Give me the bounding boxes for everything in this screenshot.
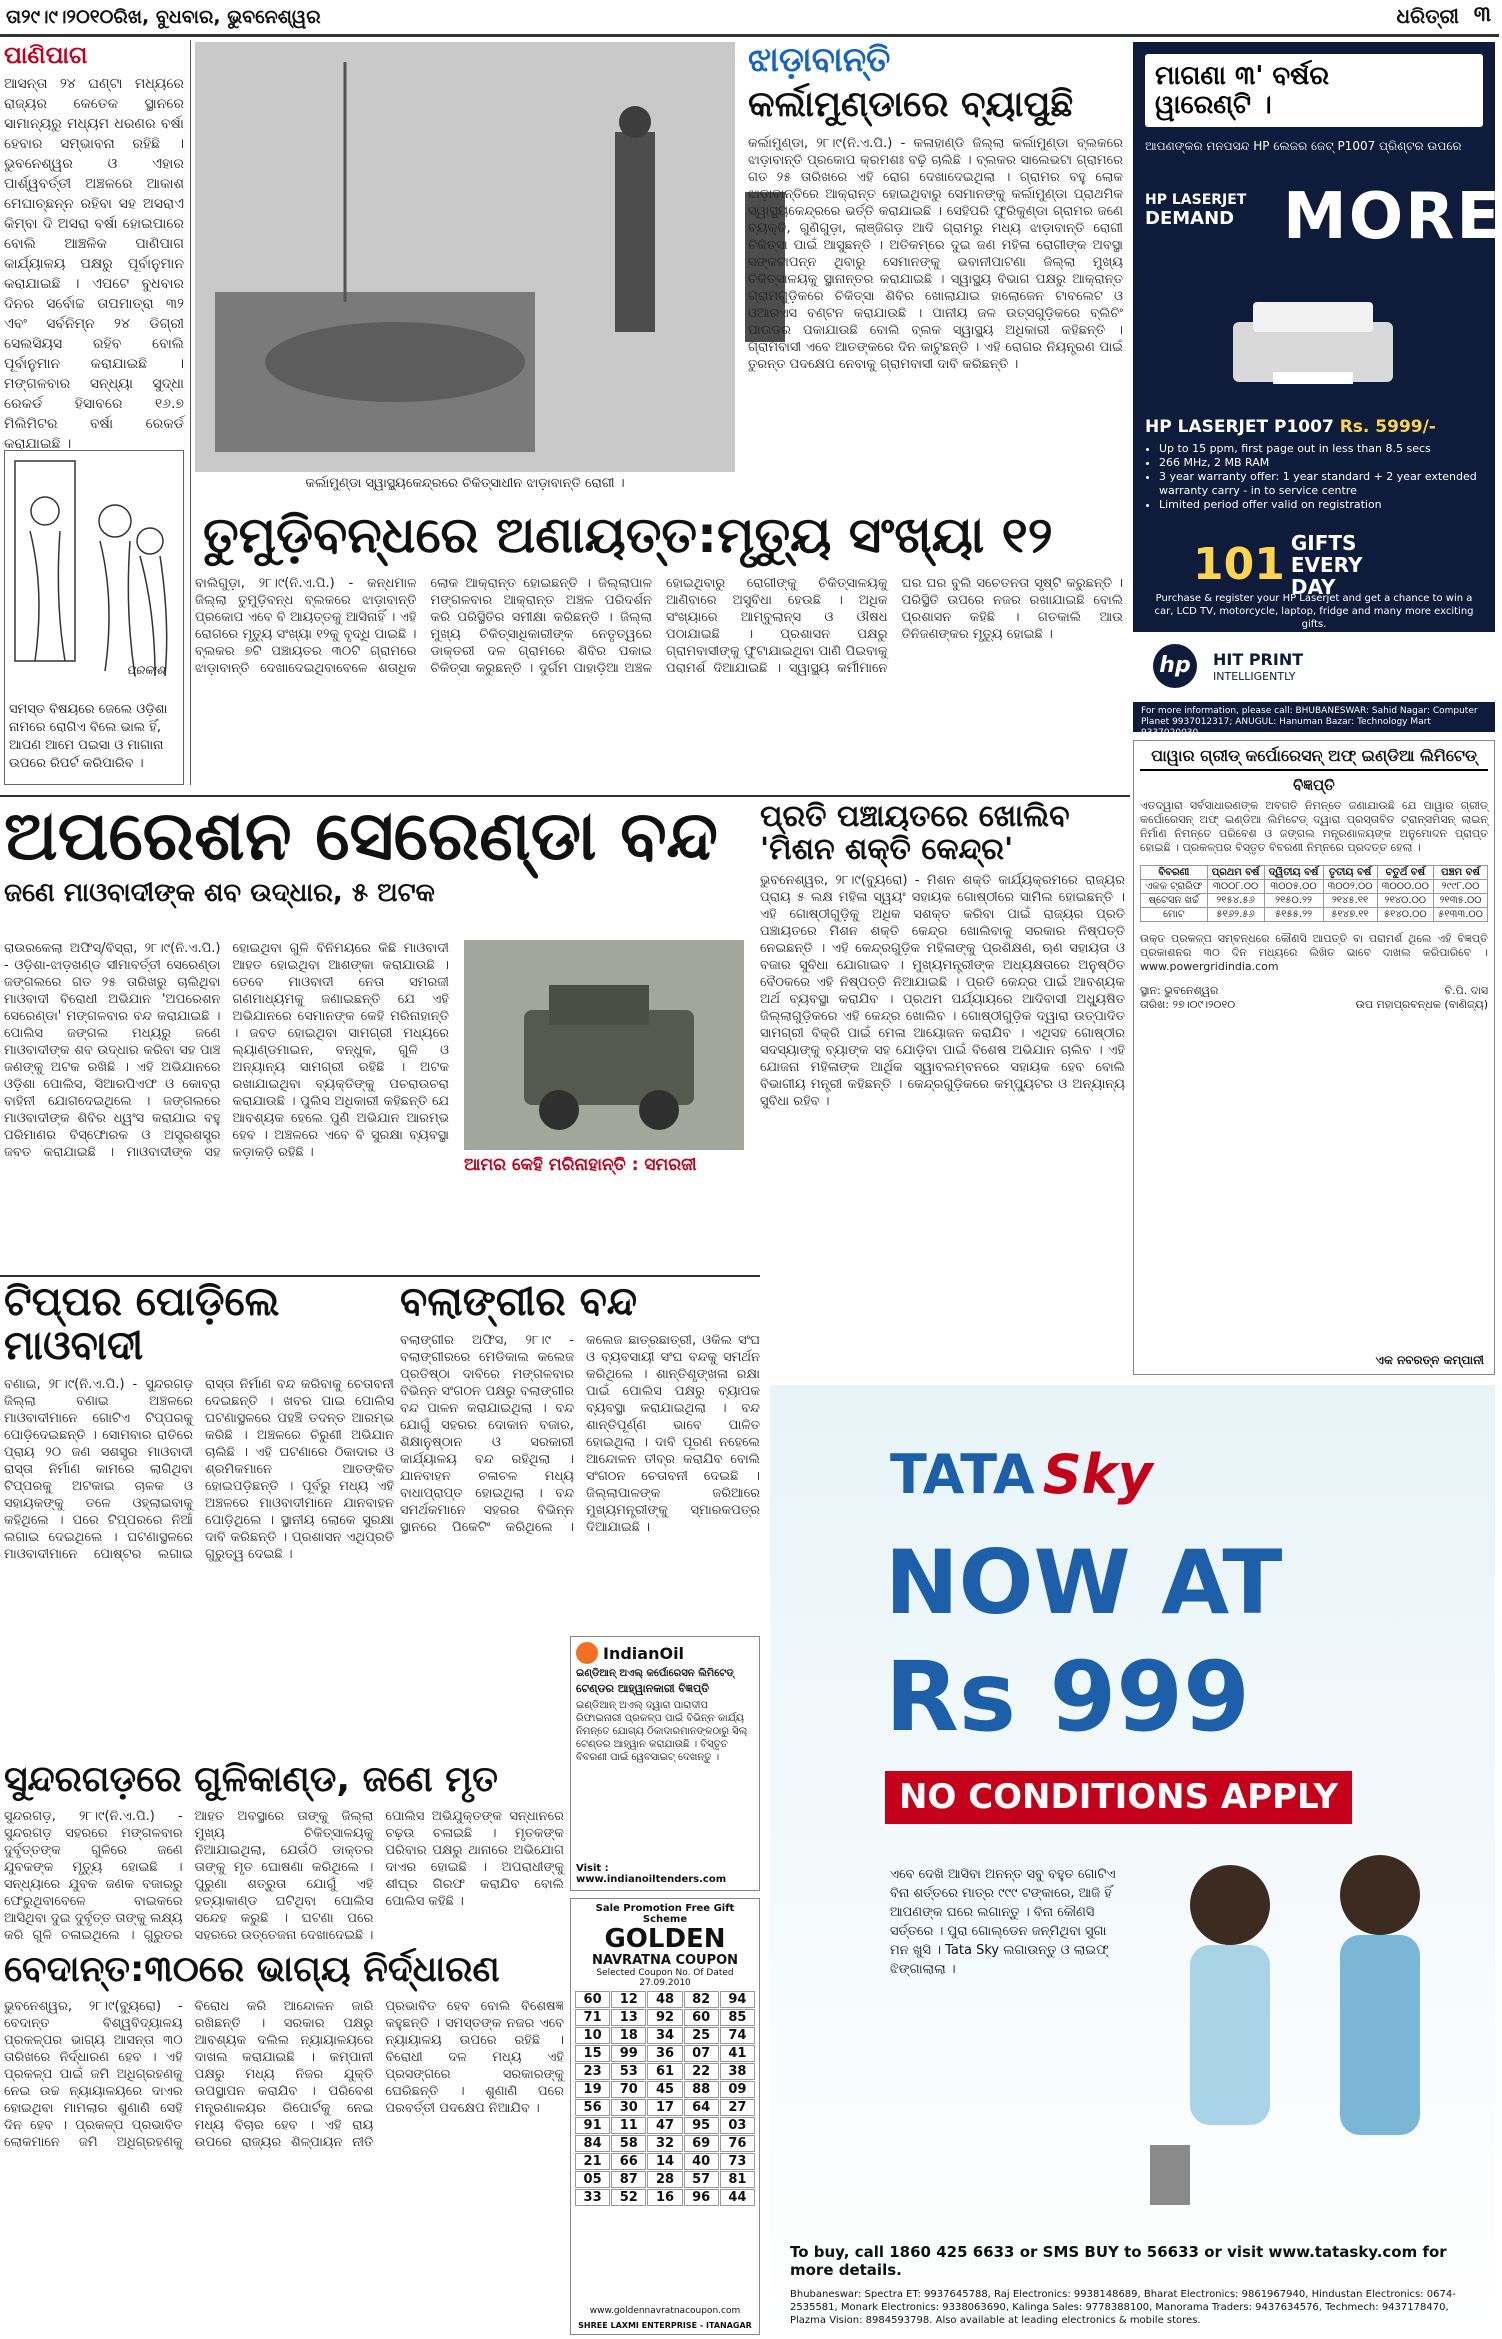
header-rule xyxy=(0,34,1499,37)
coupon-number: 30 xyxy=(611,2099,646,2116)
indianoil-body: ଇଣ୍ଡିଆନ୍ ଅଏଲ୍ ଦ୍ୱାରା ପାରାଦୀପ ରିଫାଇନାରୀ ପ୍ରକଳ୍ପ ପାଇଁ ବିଭିନ୍ନ କାର୍ଯ୍ୟ ନିମନ୍ତେ ଯୋଗ୍ୟ ଠିକାଦାରମାନଙ୍କଠାରୁ ସିଲ୍ ଟେଣ୍ଡର ଆହ୍ୱାନ କରାଯାଉଛି । ବିସ୍ତୃତ ବିବରଣୀ ପାଇଁ ୱେବସାଇଟ୍ ଦେଖନ୍ତୁ । xyxy=(576,1700,748,1763)
hp-bullets xyxy=(1133,442,1499,512)
gifts-number: 101 xyxy=(1193,538,1285,590)
hp-intelligently: INTELLIGENTLY xyxy=(1213,670,1296,683)
weather-column xyxy=(4,41,184,453)
coupon-number: 34 xyxy=(647,2027,682,2044)
diarrhoea-body: କର୍ଲାମୁଣ୍ଡା, ୨୮।୯(ନି.ଏ.ପି.) - କଳାହାଣ୍ଡି ଜିଲ୍ଲା କର୍ଲାମୁଣ୍ଡା ବ୍ଲକରେ ଝାଡ଼ାବାନ୍ତି ପ୍ରକୋପ କ୍ରମଶଃ ବଢ଼ି ଚାଲିଛି । ବ୍ଲକର ସାଲେଭଟା ଗ୍ରାମରେ ଗତ ୨୫ ତାରିଖରେ ଏହି ରୋଗ ଦେଖାଦେଇଥିଲା । ଗ୍ରାମର ବହୁ ଲୋକ ଝାଡ଼ାବାନ୍ତିରେ ଆକ୍ରାନ୍ତ ହୋଇଥିବାରୁ ସେମାନଙ୍କୁ କର୍ଲାମୁଣ୍ଡା ପ୍ରାଥମିକ ସ୍ୱାସ୍ଥ୍ୟକେନ୍ଦ୍ରରେ ଭର୍ତ୍ତି କରାଯାଇଛି । ସେହିପରି ଫୁରିକୁଣ୍ଡା ଗ୍ରାମର ଜଣେ ବ୍ୟକ୍ତି, ଗୁଣିଗୁଡ଼ା, ଲାଞ୍ଜିଗଡ଼ ଆଦି ଗ୍ରାମରୁ ମଧ୍ୟ ଝାଡ଼ାବାନ୍ତି ରୋଗୀ ଚିକିତ୍ସା ପାଇଁ ଆସୁଛନ୍ତି । ଅତିକମ୍‌ରେ ଦୁଇ ଜଣ ମହିଳା ରୋଗୀଙ୍କ ଅବସ୍ଥା ସଙ୍କଟାପନ୍ନ ଥିବାରୁ ସେମାନଙ୍କୁ ଭବାନୀପାଟଣା ଜିଲ୍ଲା ମୁଖ୍ୟ ଚିକିତ୍ସାଳୟକୁ ସ୍ଥାନାନ୍ତର କରାଯାଇଛି । ସ୍ୱାସ୍ଥ୍ୟ ବିଭାଗ ପକ୍ଷରୁ ଆକ୍ରାନ୍ତ ଗ୍ରାମଗୁଡ଼ିକରେ ଚିକିତ୍ସା ଶିବିର ଖୋଲାଯାଇ ହାଲୋଜେନ ଟାବଲେଟ ଓ ଓଆରଏସ ବଣ୍ଟନ କରାଯାଉଛି । ପାନୀୟ ଜଳ ଉତ୍ସଗୁଡ଼ିକରେ ବ୍ଲିଚିଂ ପାଉଡର ପକାଯାଉଛି ବୋଲି ବ୍ଲକ ସ୍ୱାସ୍ଥ୍ୟ ଅଧିକାରୀ କହିଛନ୍ତି । ଗ୍ରାମବାସୀ ଏବେ ଆତଙ୍କରେ ଦିନ କାଟୁଛନ୍ତି । ଏହି ରୋଗର ନିୟନ୍ତ୍ରଣ ପାଇଁ ତୁରନ୍ତ ପଦକ୍ଷେପ ନେବାକୁ ଗ୍ରାମବାସୀ ଦାବି କରିଛନ୍ତି । xyxy=(748,135,1123,372)
tatasky-banner: NO CONDITIONS APPLY xyxy=(885,1771,1352,1824)
table-header-cell: ଦ୍ୱିତୀୟ ବର୍ଷ xyxy=(1264,866,1323,880)
coupon-number: 03 xyxy=(720,2117,755,2134)
coupon-number: 25 xyxy=(684,2027,719,2044)
mission-headline-2: 'ମିଶନ ଶକ୍ତି କେନ୍ଦ୍ର' xyxy=(760,832,1014,867)
operation-body: ରାଉରକେଲା ଅଫିସ୍/ବିସ୍ରା, ୨୮।୯(ନି.ଏ.ପି.) - ଓଡ଼ିଶା-ଝାଡ଼ଖଣ୍ଡ ସୀମାବର୍ତ୍ତୀ ସେରେଣ୍ଡା ଜଙ୍ଗଲରେ ଗତ ୨୫ ତାରିଖରୁ ଚାଲିଥିବା ମାଓବାଦୀ ବିରୋଧୀ ଅଭିଯାନ 'ଅପରେଶନ ସେରେଣ୍ଡା' ମଙ୍ଗଳବାର ବନ୍ଦ କରାଯାଇଛି । ପୋଲିସ ଜଙ୍ଗଲ ମଧ୍ୟରୁ ଜଣେ ମାଓବାଦୀଙ୍କ ଶବ ଉଦ୍ଧାର କରିବା ସହ ପାଞ୍ଚ ଜଣଙ୍କୁ ଅଟକ ରଖିଛି । ଏହି ଅଭିଯାନରେ ଓଡ଼ିଶା ପୋଲିସ, ସିଆରପିଏଫ ଓ କୋବ୍ରା ବାହିନୀ ଯୋଗଦେଇଥିଲେ । ଜଙ୍ଗଲରେ ମାଓବାଦୀଙ୍କ ଶିବିର ଧ୍ୱଂସ କରାଯାଇ ବହୁ ପରିମାଣର ବିସ୍ଫୋରକ ଓ ଅସ୍ତ୍ରଶସ୍ତ୍ର ଜବତ କରାଯାଇଛି । ମାଓବାଦୀଙ୍କ ସହ ହୋଇଥିବା ଗୁଳି ବିନିମୟରେ କିଛି ମାଓବାଦୀ ଆହତ ହୋଇଥିବା ଆଶଙ୍କା କରାଯାଉଛି । ତେବେ ମାଓବାଦୀ ନେତା ସମରଜୀ ଗଣମାଧ୍ୟମକୁ ଜଣାଇଛନ୍ତି ଯେ ଏହି ଅଭିଯାନରେ ସେମାନଙ୍କ କେହି ମରିନାହାନ୍ତି । ଜବତ ହୋଇଥିବା ସାମଗ୍ରୀ ମଧ୍ୟରେ ଲ୍ୟାଣ୍ଡମାଇନ, ବନ୍ଧୁକ, ଗୁଳି ଓ ଅନ୍ୟାନ୍ୟ ସାମଗ୍ରୀ ରହିଛି । ଅଟକ ରଖାଯାଇଥିବା ବ୍ୟକ୍ତିଙ୍କୁ ପଚରାଉଚରା କରାଯାଉଛି । ପୁଲିସ ଅଧିକାରୀ କହିଛନ୍ତି ଯେ ଆବଶ୍ୟକ ହେଲେ ପୁଣି ଅଭିଯାନ ଆରମ୍ଭ ହେବ । ଅଞ୍ଚଳରେ ଏବେ ବି ସୁରକ୍ଷା ବ୍ୟବସ୍ଥା କଡ଼ାକଡ଼ି ରହିଛି । xyxy=(4,941,449,1160)
coupon-number: 66 xyxy=(611,2153,646,2170)
table-cell: ୫୧୪୭.୧୧ xyxy=(1323,908,1377,922)
tatasky-brand: TATA xyxy=(890,1443,1035,1506)
powergrid-place: ସ୍ଥାନ: ଭୁବନେଶ୍ୱର xyxy=(1140,984,1219,998)
hp-brand-demand: DEMAND xyxy=(1145,208,1235,229)
coupon-number: 84 xyxy=(575,2135,610,2152)
vedanta-story xyxy=(4,1950,564,2335)
coupon-number: 57 xyxy=(684,2171,719,2188)
coupon-number: 85 xyxy=(720,2009,755,2026)
mission-story xyxy=(760,800,1125,1270)
coupon-title-2: NAVRATNA COUPON xyxy=(591,1952,739,1968)
table-header-cell: ବିବରଣୀ xyxy=(1141,866,1208,880)
coupon-number: 58 xyxy=(611,2135,646,2152)
patient-photo-caption: କର୍ଲାମୁଣ୍ଡା ସ୍ୱାସ୍ଥ୍ୟକେନ୍ଦ୍ରରେ ଚିକିତ୍ସାଧୀନ ଝାଡ଼ାବାନ୍ତି ରୋଗୀ । xyxy=(195,476,735,500)
sundargarh-body: ସୁନ୍ଦରଗଡ଼, ୨୮।୯(ନି.ଏ.ପି.) - ସୁନ୍ଦରଗଡ଼ ସହରରେ ମଙ୍ଗଳବାର ଦୁର୍ବୃତ୍ତଙ୍କ ଗୁଳିରେ ଜଣେ ଯୁବକଙ୍କ ମୃତ୍ୟୁ ହୋଇଛି । ସନ୍ଧ୍ୟାରେ ଯୁବକ ଜଣକ ବଜାରରୁ ଫେରୁଥିବାବେଳେ ବାଇକରେ ଆସିଥିବା ଦୁଇ ଦୁର୍ବୃତ୍ତ ତାଙ୍କୁ ଲକ୍ଷ୍ୟ କରି ଗୁଳି ଚଳାଇଥିଲେ । ଗୁରୁତର ଆହତ ଅବସ୍ଥାରେ ତାଙ୍କୁ ଜିଲ୍ଲା ମୁଖ୍ୟ ଚିକିତ୍ସାଳୟକୁ ନିଆଯାଇଥିଲା, ଯେଉଁଠି ଡାକ୍ତର ତାଙ୍କୁ ମୃତ ଘୋଷଣା କରିଥିଲେ । ପୁରୁଣା ଶତ୍ରୁତା ଯୋଗୁଁ ଏହି ହତ୍ୟାକାଣ୍ଡ ଘଟିଥିବା ପୋଲିସ ସନ୍ଦେହ କରୁଛି । ଘଟଣା ପରେ ସହରରେ ଉତ୍ତେଜନା ଦେଖାଦେଇଛି । ପୋଲିସ ଅଭିଯୁକ୍ତଙ୍କ ସନ୍ଧାନରେ ଚଢ଼ଉ ଚଳାଇଛି । ମୃତକଙ୍କ ପରିବାର ପକ୍ଷରୁ ଥାନାରେ ଅଭିଯୋଗ ଦାଏର ହୋଇଛି । ଅପରାଧୀଙ୍କୁ ଶୀଘ୍ର ଗିରଫ କରାଯିବ ବୋଲି ପୋଲିସ କହିଛି । xyxy=(4,1808,564,1943)
coupon-number: 11 xyxy=(611,2117,646,2134)
powergrid-body: ଏତଦ୍ୱାରା ସର୍ବସାଧାରଣଙ୍କ ଅବଗତି ନିମନ୍ତେ ଜଣାଯାଉଛି ଯେ ପାୱାର ଗ୍ରୀଡ୍ କର୍ପୋରେସନ୍ ଅଫ୍ ଇଣ୍ଡିଆ ଲିମିଟେଡ୍ ଦ୍ୱାରା ପ୍ରସ୍ତାବିତ ଟ୍ରାନ୍ସମିସନ୍ ଲାଇନ୍ ନିର୍ମାଣ ନିମନ୍ତେ ପରିବେଶ ଓ ଜଙ୍ଗଲ ମନ୍ତ୍ରଣାଳୟଙ୍କ ଅନୁମୋଦନ ପ୍ରାପ୍ତ ହୋଇଛି । ପ୍ରକଳ୍ପର ବିସ୍ତୃତ ବିବରଣୀ ନିମ୍ନରେ ପ୍ରଦତ୍ତ ହେଲା । xyxy=(1140,799,1488,855)
header-date: ତା୨୯।୯।୨୦୧୦ରିଖ, ବୁଧବାର, ଭୁବନେଶ୍ୱର xyxy=(6,6,321,28)
coupon-number: 41 xyxy=(720,2045,755,2062)
powergrid-designation: ଉପ ମହାପ୍ରବନ୍ଧକ (ବାଣିଜ୍ୟ) xyxy=(1355,998,1488,1012)
coupon-number: 33 xyxy=(575,2189,610,2206)
table-cell: ୨୧୫୪.୫୬ xyxy=(1207,894,1264,908)
hp-bullet: • 3 year warranty offer: 1 year standard + 2 year extended warranty carry - in to service centre xyxy=(1159,470,1499,498)
armoured-vehicle-photo xyxy=(464,940,744,1150)
indianoil-notice-title: ଟେଣ୍ଡର ଆହ୍ୱାନକାରୀ ବିଜ୍ଞପ୍ତି xyxy=(576,1682,710,1695)
powergrid-date: ତାରିଖ: ୨୭।୦୯।୨୦୧୦ xyxy=(1140,998,1236,1012)
coupon-number: 05 xyxy=(575,2171,610,2188)
coupon-number: 18 xyxy=(611,2027,646,2044)
table-cell: ୩୦୦୮.୦୦ xyxy=(1207,880,1264,894)
sundargarh-headline: ସୁନ୍ଦରଗଡ଼ରେ ଗୁଳିକାଣ୍ଡ, ଜଣେ ମୃତ xyxy=(4,1759,498,1800)
tatasky-footer-1[interactable]: To buy, call 1860 425 6633 or SMS BUY to 56633 or visit www.tatasky.com for more details. xyxy=(790,2243,1447,2279)
table-header-cell: ପଞ୍ଚମ ବର୍ଷ xyxy=(1434,866,1488,880)
coupon-number: 76 xyxy=(720,2135,755,2152)
mission-body: ଭୁବନେଶ୍ୱର, ୨୮।୯(ବ୍ୟୁରୋ) - ମିଶନ ଶକ୍ତି କାର୍ଯ୍ୟକ୍ରମରେ ରାଜ୍ୟର ପ୍ରାୟ ୫ ଲକ୍ଷ ମହିଳା ସ୍ୱୟଂ ସହାୟକ ଗୋଷ୍ଠୀରେ ସାମିଲ ହୋଇଛନ୍ତି । ଏହି ଗୋଷ୍ଠୀଗୁଡ଼ିକୁ ଅଧିକ ସଶକ୍ତ କରିବା ପାଇଁ ରାଜ୍ୟର ପ୍ରତି ପଞ୍ଚାୟତରେ ମିଶନ ଶକ୍ତି କେନ୍ଦ୍ର ଖୋଲିବାକୁ ସରକାର ନିଷ୍ପତ୍ତି ନେଇଛନ୍ତି । ଏହି କେନ୍ଦ୍ରଗୁଡ଼ିକ ମହିଳାଙ୍କୁ ପ୍ରଶିକ୍ଷଣ, ଋଣ ସହାୟତା ଓ ବଜାର ସୁବିଧା ଯୋଗାଇବ । ମୁଖ୍ୟମନ୍ତ୍ରୀଙ୍କ ଅଧ୍ୟକ୍ଷତାରେ ଅନୁଷ୍ଠିତ ବୈଠକରେ ଏହି ନିଷ୍ପତ୍ତି ନିଆଯାଇଛି । ପ୍ରତି କେନ୍ଦ୍ର ପାଇଁ ଆବଶ୍ୟକ ଅର୍ଥ ବ୍ୟବସ୍ଥା କରାଯିବ । ପ୍ରଥମ ପର୍ଯ୍ୟାୟରେ ଆଦିବାସୀ ଅଧ୍ୟୁଷିତ ଜିଲ୍ଲାଗୁଡ଼ିକରେ ଏହି କେନ୍ଦ୍ର ଖୋଲିବ । ଗୋଷ୍ଠୀଗୁଡ଼ିକ ଦ୍ୱାରା ଉତ୍ପାଦିତ ସାମଗ୍ରୀ ବିକ୍ରି ପାଇଁ ମେଳା ଆୟୋଜନ କରାଯିବ । ଏଥିସହ ଗୋଷ୍ଠୀର ସଦସ୍ୟାଙ୍କୁ ବ୍ୟାଙ୍କ ସହ ଯୋଡ଼ିବା ପାଇଁ ବିଶେଷ ଅଭିଯାନ ଚାଲିବ । ଏହି ଯୋଜନା ମହିଳାଙ୍କ ଆର୍ଥିକ ସ୍ୱାବଲମ୍ବନରେ ସହାୟକ ହେବ ବୋଲି ବିଭାଗୀୟ ମନ୍ତ୍ରୀ କହିଛନ୍ତି । କେନ୍ଦ୍ରଗୁଡ଼ିକରେ କମ୍ପ୍ୟୁଟର ଓ ଅନ୍ୟାନ୍ୟ ସୁବିଧା ରହିବ । xyxy=(760,873,1125,1109)
coupon-sub: Selected Coupon No. Of Dated 27.09.2010 xyxy=(596,1967,734,1988)
indianoil-logo: IndianOil xyxy=(603,1643,685,1663)
coupon-title-1: GOLDEN xyxy=(604,1924,726,1954)
hp-tagline-1: ମାଗଣା ୩' ବର୍ଷର xyxy=(1155,61,1330,91)
coupon-number: 70 xyxy=(611,2081,646,2098)
table-cell: ୫୧୩୩.୦୦ xyxy=(1434,908,1488,922)
coupon-number: 23 xyxy=(575,2063,610,2080)
coupon-number: 16 xyxy=(647,2189,682,2206)
patient-photo xyxy=(195,42,735,472)
coupon-number: 95 xyxy=(684,2117,719,2134)
coupon-number: 10 xyxy=(575,2027,610,2044)
operation-headline: ଅପରେଶନ ସେରେଣ୍ଡା ବନ୍ଦ xyxy=(4,797,718,876)
weather-body: ଆସନ୍ତା ୨୪ ଘଣ୍ଟା ମଧ୍ୟରେ ରାଜ୍ୟର କେତେକ ସ୍ଥାନରେ ସାମାନ୍ୟରୁ ମଧ୍ୟମ ଧରଣର ବର୍ଷା ହେବାର ସମ୍ଭାବନା ରହିଛି । ଭୁବନେଶ୍ୱର ଓ ଏହାର ପାର୍ଶ୍ୱବର୍ତ୍ତୀ ଅଞ୍ଚଳରେ ଆକାଶ ମେଘାଚ୍ଛନ୍ନ ରହିବା ସହ ଅସରାଏ କିମ୍ବା ଦି ଅସରା ବର୍ଷା ହୋଇପାରେ ବୋଲି ଆଞ୍ଚଳିକ ପାଣିପାଗ କାର୍ଯ୍ୟାଳୟ ପକ୍ଷରୁ ପୂର୍ବାନୁମାନ କରାଯାଇଛି । ଏପଟେ ବୁଧବାର ଦିନର ସର୍ବୋଚ୍ଚ ତାପମାତ୍ରା ୩୨ ଏବଂ ସର୍ବନିମ୍ନ ୨୪ ଡିଗ୍ରୀ ସେଲସିୟସ ରହିବ ବୋଲି ପୂର୍ବାନୁମାନ କରାଯାଇଛି । ମଙ୍ଗଳବାର ସନ୍ଧ୍ୟା ସୁଦ୍ଧା ରେକର୍ଡ ହିସାବରେ ୧୬.୭ ମିଲିମିଟର ବର୍ଷା ରେକର୍ଡ କରାଯାଇଛି । xyxy=(4,76,184,453)
table-row xyxy=(1141,908,1488,922)
table-header-cell: ଚତୁର୍ଥ ବର୍ଷ xyxy=(1377,866,1433,880)
diarrhoea-headline: କର୍ଲାମୁଣ୍ଡାରେ ବ୍ୟାପୁଛି xyxy=(748,84,1074,126)
tatasky-brand-sky: Sky xyxy=(1042,1443,1153,1506)
coupon-number: 40 xyxy=(684,2153,719,2170)
coupon-number: 53 xyxy=(611,2063,646,2080)
coupon-footer: SHREE LAXMI ENTERPRISE - ITANAGAR xyxy=(578,2321,752,2330)
coupon-numbers xyxy=(575,1991,755,2206)
coupon-number: 13 xyxy=(611,2009,646,2026)
header-page-number: ୩ xyxy=(1473,2,1491,27)
indianoil-company: ଇଣ୍ଡିଆନ୍ ଅଏଲ୍ କର୍ପୋରେସନ ଲିମିଟେଡ୍ xyxy=(576,1668,734,1679)
table-cell: ୩୦୦୫.୦୦ xyxy=(1264,880,1323,894)
coupon-number: 12 xyxy=(611,1991,646,2008)
hp-bullet: • Up to 15 ppm, first page out in less than 8.5 secs xyxy=(1159,442,1499,456)
operation-subhead: ଜଣେ ମାଓବାଦୀଙ୍କ ଶବ ଉଦ୍ଧାର, ୫ ଅଟକ xyxy=(4,877,435,908)
gifts-text: GIFTS EVERY DAY xyxy=(1290,531,1363,599)
diarrhoea-kicker: ଝାଡ଼ାବାନ୍ତି xyxy=(748,40,891,80)
powergrid-signatory: ବି.ପି. ଦାସ xyxy=(1444,984,1488,998)
mission-headline-1: ପ୍ରତି ପଞ୍ଚାୟତରେ ଖୋଲିବ xyxy=(760,799,1070,834)
coupon-number: 07 xyxy=(684,2045,719,2062)
table-cell: ୩୦୦୨.୦୦ xyxy=(1323,880,1377,894)
powergrid-company: ପାୱାର ଗ୍ରୀଡ୍ କର୍ପୋରେସନ୍ ଅଫ୍ ଇଣ୍ଡିଆ ଲିମିଟେଡ୍ xyxy=(1140,747,1488,771)
hp-info: For more information, please call: BHUBANESWAR: Sahid Nagar: Computer Planet 9937012317; ANUGUL: Hanuman Bazar: Technology Mart 9337020030. xyxy=(1141,706,1478,738)
cartoon-drawing xyxy=(5,451,183,691)
powergrid-tagline: ଏକ ନବରତ୍ନ କମ୍ପାନୀ xyxy=(1375,1353,1484,1367)
hp-tagline-2: ୱାରେଣ୍ଟି । xyxy=(1155,89,1272,120)
header-paper-name: ଧରିତ୍ରୀ xyxy=(1396,4,1459,28)
coupon-number: 52 xyxy=(611,2189,646,2206)
table-cell: ୨୯୯୮.୦୦ xyxy=(1434,880,1488,894)
coupon-number: 36 xyxy=(647,2045,682,2062)
coupon-number: 81 xyxy=(720,2171,755,2188)
coupon-number: 56 xyxy=(575,2099,610,2116)
tatasky-body: ଏବେ ଦେଖି ଆସିବା ଅନନ୍ତ ସବୁ ବହୁତ ଗୋଟିଏ ବିନା ଶର୍ତ୍ତରେ ମାତ୍ର ୯୯୯ ଟଙ୍କାରେ, ଆଜି ହିଁ ଆପଣଙ୍କ ଘରେ ଲଗାନ୍ତୁ । ବିନା କୌଣସି ସର୍ତ୍ତରେ । ପୁରା ଗୋଲ୍ଡେନ ଜନ୍ମିଥିବା ସୁଗା ମନ ଖୁସି । Tata Sky ଲଗାଉନ୍ତୁ ଓ ଲାଇଫ୍ ଝିଙ୍ଗାଲାଲା । xyxy=(890,1867,1116,1977)
coupon-number: 44 xyxy=(720,2189,755,2206)
page-header xyxy=(0,0,1499,34)
operation-story xyxy=(4,797,744,1270)
tatasky-ad xyxy=(770,1385,1495,2335)
tumudibandha-story xyxy=(195,508,1123,793)
hp-model: HP LASERJET P1007 Rs. 5999/- xyxy=(1145,417,1436,437)
coupon-banner: Sale Promotion Free Gift Scheme xyxy=(595,1903,735,1925)
powergrid-table xyxy=(1140,865,1488,922)
table-cell: ମୋଟ xyxy=(1141,908,1208,922)
coupon-number: 64 xyxy=(684,2099,719,2116)
coupon-ad xyxy=(570,1898,760,2335)
bolangir-body: ବଲାଙ୍ଗୀର ଅଫିସ, ୨୮।୯ - ବଲାଙ୍ଗୀରରେ ମେଡିକାଲ କଲେଜ ପ୍ରତିଷ୍ଠା ଦାବିରେ ମଙ୍ଗଳବାର ବିଭିନ୍ନ ସଂଗଠନ ପକ୍ଷରୁ ବଲାଙ୍ଗୀର ବନ୍ଦ ପାଳନ କରାଯାଇଥିଲା । ବନ୍ଦ ଯୋଗୁଁ ସହରର ଦୋକାନ ବଜାର, ଶିକ୍ଷାନୁଷ୍ଠାନ ଓ ସରକାରୀ କାର୍ଯ୍ୟାଳୟ ବନ୍ଦ ରହିଥିଲା । ଯାନବାହନ ଚଳାଚଳ ମଧ୍ୟ ବାଧାପ୍ରାପ୍ତ ହୋଇଥିଲା । ବନ୍ଦ ସମର୍ଥକମାନେ ସହରର ବିଭିନ୍ନ ସ୍ଥାନରେ ପିକେଟିଂ କରିଥିଲେ । କଲେଜ ଛାତ୍ରଛାତ୍ରୀ, ଓକିଲ ସଂଘ ଓ ବ୍ୟବସାୟୀ ସଂଘ ବନ୍ଦକୁ ସମର୍ଥନ କରିଥିଲେ । ଶାନ୍ତିଶୃଙ୍ଖଳା ରକ୍ଷା ପାଇଁ ପୋଲିସ ପକ୍ଷରୁ ବ୍ୟାପକ ବ୍ୟବସ୍ଥା କରାଯାଇଥିଲା । ବନ୍ଦ ଶାନ୍ତିପୂର୍ଣ୍ଣ ଭାବେ ପାଳିତ ହୋଇଥିଲା । ଦାବି ପୂରଣ ନହେଲେ ଆନ୍ଦୋଳନ ତୀବ୍ର କରାଯିବ ବୋଲି ସଂଗଠନ ଚେତାବନୀ ଦେଇଛି । ଜିଲ୍ଲାପାଳଙ୍କ ଜରିଆରେ ମୁଖ୍ୟମନ୍ତ୍ରୀଙ୍କୁ ସ୍ମାରକପତ୍ର ଦିଆଯାଇଛି । xyxy=(400,1333,760,1535)
coupon-website[interactable]: www.goldennavratnacoupon.com xyxy=(589,2306,741,2316)
printer-image xyxy=(1213,282,1413,402)
vedanta-headline: ବେଦାନ୍ତ:୩୦ରେ ଭାଗ୍ୟ ନିର୍ଦ୍ଧାରଣ xyxy=(4,1949,500,1990)
tumudibandha-body: ବାଲିଗୁଡ଼ା, ୨୮।୯(ନି.ଏ.ପି.) - କନ୍ଧମାଳ ଜିଲ୍ଲା ତୁମୁଡ଼ିବନ୍ଧ ବ୍ଲକରେ ଝାଡ଼ାବାନ୍ତି ପ୍ରକୋପ ଏବେ ବି ଆୟତ୍ତକୁ ଆସିନାହିଁ । ଏହି ରୋଗରେ ମୃତ୍ୟୁ ସଂଖ୍ୟା ୧୨କୁ ବୃଦ୍ଧି ପାଇଛି । ବ୍ଲକର ୭ଟି ପଞ୍ଚାୟତର ୩୦ଟି ଗ୍ରାମରେ ଝାଡ଼ାବାନ୍ତି ଦେଖାଦେଇଥିବାବେଳେ ଶତାଧିକ ଲୋକ ଆକ୍ରାନ୍ତ ହୋଇଛନ୍ତି । ଜିଲ୍ଲାପାଳ ମଙ୍ଗଳବାର ଆକ୍ରାନ୍ତ ଅଞ୍ଚଳ ପରିଦର୍ଶନ କରି ପରିସ୍ଥିତିର ସମୀକ୍ଷା କରିଛନ୍ତି । ଜିଲ୍ଲା ମୁଖ୍ୟ ଚିକିତ୍ସାଧିକାରୀଙ୍କ ନେତୃତ୍ୱରେ ଡାକ୍ତରୀ ଦଳ ଗ୍ରାମରେ ଶିବିର ପକାଇ ଚିକିତ୍ସା କରୁଛନ୍ତି । ଦୁର୍ଗମ ପାହାଡ଼ିଆ ଅଞ୍ଚଳ ହୋଇଥିବାରୁ ରୋଗୀଙ୍କୁ ଚିକିତ୍ସାଳୟକୁ ଆଣିବାରେ ଅସୁବିଧା ହେଉଛି । ଅଧିକ ସଂଖ୍ୟାରେ ଆମ୍ବୁଲାନ୍ସ ଓ ଔଷଧ ପଠାଯାଇଛି । ପ୍ରଶାସନ ପକ୍ଷରୁ ଗ୍ରାମବାସୀଙ୍କୁ ଫୁଟାଯାଇଥିବା ପାଣି ପିଇବାକୁ ପରାମର୍ଶ ଦିଆଯାଇଛି । ସ୍ୱାସ୍ଥ୍ୟ କର୍ମୀମାନେ ଘର ଘର ବୁଲି ସଚେତନତା ସୃଷ୍ଟି କରୁଛନ୍ତି । ପରିସ୍ଥିତି ଉପରେ ନଜର ରଖାଯାଇଛି ବୋଲି ପ୍ରଶାସନ କହିଛି । ଗତକାଲି ଆଉ ତିନିଜଣଙ୍କର ମୃତ୍ୟୁ ହୋଇଛି । xyxy=(195,576,1123,676)
table-row xyxy=(1141,894,1488,908)
coupon-number: 38 xyxy=(720,2063,755,2080)
coupon-number: 09 xyxy=(720,2081,755,2098)
table-cell: ୨୧୩୫.୦୦ xyxy=(1434,894,1488,908)
coupon-number: 88 xyxy=(684,2081,719,2098)
table-cell: ୫୧୫୫.୨୨ xyxy=(1264,908,1323,922)
indianoil-notice xyxy=(570,1636,760,1891)
table-header-cell: ପ୍ରଥମ ବର୍ଷ xyxy=(1207,866,1264,880)
people-image xyxy=(1130,1845,1490,2245)
coupon-number: 48 xyxy=(647,1991,682,2008)
hp-price: Rs. 5999/- xyxy=(1339,417,1436,437)
hp-logo-icon: hp xyxy=(1153,644,1197,688)
cartoon-caption: ସମସ୍ତ ବିଷୟରେ ଜେଲେ ଓଡ଼ିଶା ନାମରେ ରୋଗିଏ ବିଲେ ଭାଲ ହିଁ, ଆପଣ ଆମେ ପଇସା ଓ ମାଗାନା ଉପରେ ରିପର୍ଟ କରିପାରିବ । xyxy=(9,702,168,771)
table-cell: ୨୧୫୦.୨୨ xyxy=(1264,894,1323,908)
table-cell: ୫୧୬୨.୫୬ xyxy=(1207,908,1264,922)
coupon-number: 60 xyxy=(684,2009,719,2026)
coupon-number: 19 xyxy=(575,2081,610,2098)
coupon-number: 45 xyxy=(647,2081,682,2098)
table-cell: ୫୧୪୦.୦୦ xyxy=(1377,908,1433,922)
coupon-number: 96 xyxy=(684,2189,719,2206)
coupon-number: 71 xyxy=(575,2009,610,2026)
coupon-number: 82 xyxy=(684,1991,719,2008)
coupon-number: 17 xyxy=(647,2099,682,2116)
coupon-number: 21 xyxy=(575,2153,610,2170)
coupon-number: 32 xyxy=(647,2135,682,2152)
tipper-headline: ଟିପ୍ପର ପୋଡ଼ିଲେ ମାଓବାଦୀ xyxy=(4,1279,280,1369)
coupon-number: 94 xyxy=(720,1991,755,2008)
coupon-number: 15 xyxy=(575,2045,610,2062)
tatasky-headline-2: Rs 999 xyxy=(885,1641,1250,1753)
tumudibandha-headline: ତୁମୁଡ଼ିବନ୍ଧରେ ଅଣାୟତ୍ତ:ମୃତ୍ୟୁ ସଂଖ୍ୟା ୧୨ xyxy=(203,506,1053,564)
hp-bullet: • Limited period offer valid on registration xyxy=(1159,498,1499,512)
table-header-cell: ତୃତୀୟ ବର୍ଷ xyxy=(1323,866,1377,880)
coupon-number: 61 xyxy=(647,2063,682,2080)
table-cell: ୨୧୪୦.୦୦ xyxy=(1377,894,1433,908)
section-rule xyxy=(0,1275,760,1277)
powergrid-footer-body: ଉକ୍ତ ପ୍ରକଳ୍ପ ସମ୍ବନ୍ଧରେ କୌଣସି ଆପତ୍ତି ବା ପରାମର୍ଶ ଥିଲେ ଏହି ବିଜ୍ଞପ୍ତି ପ୍ରକାଶନର ୩୦ ଦିନ ମଧ୍ୟରେ ଲିଖିତ ଭାବେ ଦାଖଲ କରିପାରିବେ । www.powergridindia.com xyxy=(1140,932,1488,974)
tipper-story xyxy=(4,1280,394,1750)
powergrid-notice xyxy=(1133,740,1495,1375)
hp-subline: ଆପଣଙ୍କର ମନପସନ୍ଦ HP ଲେଜର ଜେଟ୍ P1007 ପ୍ରିଣ୍ଟର ଉପରେ xyxy=(1145,139,1462,154)
operation-quote-label: ଆମର କେହି ମରିନାହାନ୍ତି : ସମରଜୀ xyxy=(464,1155,697,1175)
cartoon-box xyxy=(4,450,184,785)
coupon-number: 28 xyxy=(647,2171,682,2188)
coupon-number: 73 xyxy=(720,2153,755,2170)
coupon-number: 74 xyxy=(720,2027,755,2044)
column-divider xyxy=(190,40,191,785)
vedanta-body: ଭୁବନେଶ୍ୱର, ୨୮।୯(ବ୍ୟୁରୋ) - ବେଦାନ୍ତ ବିଶ୍ୱବିଦ୍ୟାଳୟ ପ୍ରକଳ୍ପର ଭାଗ୍ୟ ଆସନ୍ତା ୩୦ ତାରିଖରେ ନିର୍ଦ୍ଧାରଣ ହେବ । ଏହି ପ୍ରକଳ୍ପ ପାଇଁ ଜମି ଅଧିଗ୍ରହଣକୁ ନେଇ ଉଚ୍ଚ ନ୍ୟାୟାଳୟରେ ଦାଏର ହୋଇଥିବା ମାମଲାର ଶୁଣାଣି ସେହି ଦିନ ହେବ । ପ୍ରକଳ୍ପ ପ୍ରଭାବିତ ଲୋକମାନେ ଜମି ଅଧିଗ୍ରହଣକୁ ବିରୋଧ କରି ଆନ୍ଦୋଳନ ଜାରି ରଖିଛନ୍ତି । ସରକାର ପକ୍ଷରୁ ଆବଶ୍ୟକ ଦଲିଲ ନ୍ୟାୟାଳୟରେ ଦାଖଲ କରାଯାଇଛି । କମ୍ପାନୀ ପକ୍ଷରୁ ମଧ୍ୟ ନିଜର ଯୁକ୍ତି ଉପସ୍ଥାପନ କରାଯିବ । ପରିବେଶ ମନ୍ତ୍ରଣାଳୟର ରିପୋର୍ଟକୁ ନେଇ ମଧ୍ୟ ବିଚାର ହେବ । ଏହି ରାୟ ଉପରେ ରାଜ୍ୟର ଶିଳ୍ପାୟନ ନୀତି ପ୍ରଭାବିତ ହେବ ବୋଲି ବିଶେଷଜ୍ଞ କହୁଛନ୍ତି । ସମସ୍ତଙ୍କ ନଜର ଏବେ ନ୍ୟାୟାଳୟ ଉପରେ ରହିଛି । ବିରୋଧୀ ଦଳ ମଧ୍ୟ ଏହି ପ୍ରସଙ୍ଗରେ ସରକାରଙ୍କୁ ଘେରିଛନ୍ତି । ଶୁଣାଣି ପରେ ପରବର୍ତ୍ତୀ ପଦକ୍ଷେପ ନିଆଯିବ । xyxy=(4,1998,564,2150)
tipper-body: ବଣାଇ, ୨୮।୯(ନି.ଏ.ପି.) - ସୁନ୍ଦରଗଡ଼ ଜିଲ୍ଲା ବଣାଇ ଅଞ୍ଚଳରେ ମାଓବାଦୀମାନେ ଗୋଟିଏ ଟିପ୍ପରକୁ ପୋଡ଼ିଦେଇଛନ୍ତି । ସୋମବାର ରାତିରେ ପ୍ରାୟ ୨୦ ଜଣ ସଶସ୍ତ୍ର ମାଓବାଦୀ ରାସ୍ତା ନିର୍ମାଣ କାମରେ ଲାଗିଥିବା ଟିପ୍ପରକୁ ଅଟକାଇ ଚାଳକ ଓ ସହାୟକଙ୍କୁ ତଳେ ଓହ୍ଲାଇବାକୁ କହିଥିଲେ । ପରେ ଟିପ୍ପରରେ ନିଆଁ ଲଗାଇ ଦେଇଥିଲେ । ଘଟଣାସ୍ଥଳରେ ମାଓବାଦୀମାନେ ପୋଷ୍ଟର ଲଗାଇ ରାସ୍ତା ନିର୍ମାଣ ବନ୍ଦ କରିବାକୁ ଚେତାବନୀ ଦେଇଛନ୍ତି । ଖବର ପାଇ ପୋଲିସ ଘଟଣାସ୍ଥଳରେ ପହଞ୍ଚି ତଦନ୍ତ ଆରମ୍ଭ କରିଛି । ଅଞ୍ଚଳରେ ଚିରୁଣୀ ଅଭିଯାନ ଚାଲିଛି । ଏହି ଘଟଣାରେ ଠିକାଦାର ଓ ଶ୍ରମିକମାନେ ଆତଙ୍କିତ ହୋଇପଡ଼ିଛନ୍ତି । ପୂର୍ବରୁ ମଧ୍ୟ ଏହି ଅଞ୍ଚଳରେ ମାଓବାଦୀମାନେ ଯାନବାହନ ପୋଡ଼ିଥିଲେ । ସ୍ଥାନୀୟ ଲୋକେ ସୁରକ୍ଷା ଦାବି କରିଛନ୍ତି । ପ୍ରଶାସନ ଏଥିପ୍ରତି ଗୁରୁତ୍ୱ ଦେଇଛି । xyxy=(4,1377,394,1562)
table-cell: ୩୦୦୦.୦୦ xyxy=(1377,880,1433,894)
table-cell: ୨୧୪୫.୧୧ xyxy=(1323,894,1377,908)
coupon-number: 87 xyxy=(611,2171,646,2188)
hp-ad xyxy=(1133,42,1502,738)
powergrid-notice-title: ବିଜ୍ଞପ୍ତି xyxy=(1293,775,1335,794)
coupon-number: 27 xyxy=(720,2099,755,2116)
table-row xyxy=(1141,880,1488,894)
cartoon-signature: ପ୍ରକାଶ xyxy=(126,663,165,677)
table-cell: ଏକକ ଟ୍ରାରିଫ xyxy=(1141,880,1208,894)
coupon-number: 69 xyxy=(684,2135,719,2152)
coupon-number: 22 xyxy=(684,2063,719,2080)
diarrhoea-story xyxy=(748,42,1123,502)
coupon-number: 47 xyxy=(647,2117,682,2134)
tatasky-footer-2: Bhubaneswar: Spectra ET: 9937645788, Raj Electronics: 9938148689, Bharat Electronics: 9861967940, Hindustan Electronics: 0674-2535581, Monark Electronics: 9338063690, Kalinga Sales: 9778388100, Manorama Traders: 9437634576, Techmech: 9437178470, Plazma Vision: 8984593798. Also available at leading electronics & mobile stores. xyxy=(790,2289,1456,2326)
coupon-number: 92 xyxy=(647,2009,682,2026)
hp-hit-print: HIT PRINT xyxy=(1213,650,1304,669)
hp-brand-more: MORE xyxy=(1283,180,1502,254)
coupon-number: 91 xyxy=(575,2117,610,2134)
hp-bullet: • 266 MHz, 2 MB RAM xyxy=(1159,456,1499,470)
indianoil-website[interactable]: Visit : www.indianoiltenders.com xyxy=(576,1863,727,1885)
tatasky-headline-1: NOW AT xyxy=(885,1531,1283,1634)
bolangir-headline: ବଲାଙ୍ଗୀର ବନ୍ଦ xyxy=(400,1279,638,1325)
table-cell: ଷ୍ଟେସନ ଖର୍ଚ୍ଚ xyxy=(1141,894,1208,908)
indianoil-logo-icon xyxy=(576,1642,598,1664)
coupon-number: 14 xyxy=(647,2153,682,2170)
coupon-number: 60 xyxy=(575,1991,610,2008)
gifts-sub: Purchase & register your HP Laserjet and get a chance to win a car, LCD TV, motorcycle, laptop, fridge and many more exciting gifts. xyxy=(1154,593,1474,630)
weather-title: ପାଣିପାଗ xyxy=(4,41,88,69)
hp-brand-laserjet: HP LASERJET xyxy=(1145,192,1247,208)
coupon-number: 99 xyxy=(611,2045,646,2062)
